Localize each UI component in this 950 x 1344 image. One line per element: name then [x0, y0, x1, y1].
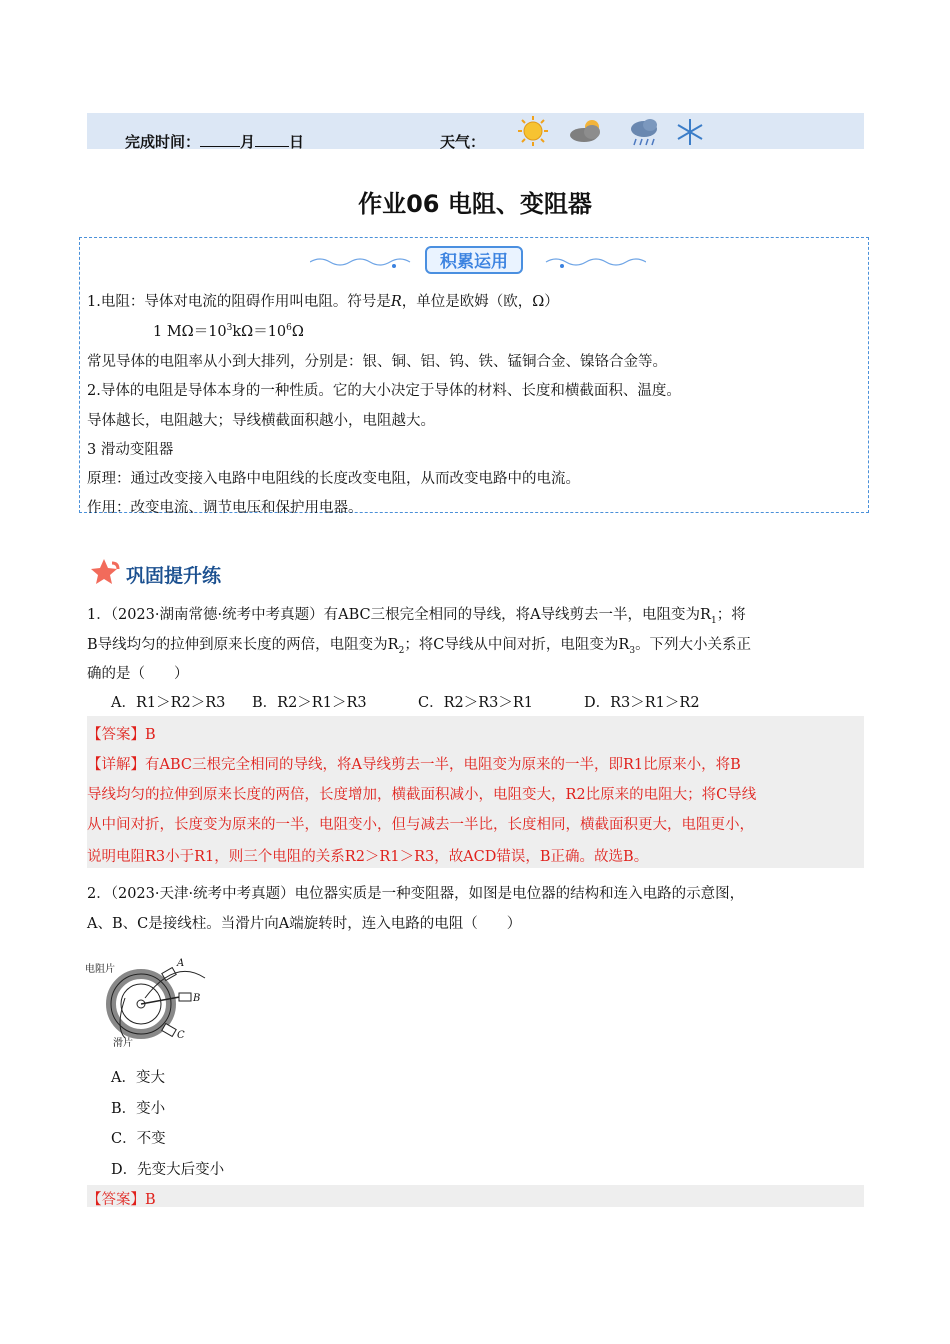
snowflake-icon	[678, 119, 702, 145]
q1-option-d[interactable]: D．R3＞R1＞R2	[584, 695, 700, 711]
q1-option-c[interactable]: C．R2＞R3＞R1	[418, 695, 534, 711]
q2-option-c[interactable]: C．不变	[111, 1131, 166, 1147]
q2-line-2: A、B、C是接线柱。当滑片向A端旋转时，连入电路的电阻（ ）	[87, 916, 522, 932]
q1-answer: 【答案】B	[87, 727, 156, 743]
q1-line-2: B导线均匀的拉伸到原来长度的两倍，电阻变为$R_2$；将C导线从中间对折，电阻变为$R_3$。下列大小关系正	[87, 637, 752, 656]
fig-label-a: A	[177, 958, 185, 969]
page-title: 作业06 电阻、变阻器	[358, 190, 592, 218]
knowledge-line-2: 1 $M\Omega=10^3k\Omega=10^6\Omega$	[153, 323, 304, 340]
fig-label-c: C	[177, 1030, 185, 1041]
q2-answer: 【答案】B	[87, 1192, 156, 1208]
knowledge-line-6: 3 滑动变阻器	[87, 442, 174, 458]
knowledge-line-7: 原理：通过改变接入电路中电阻线的长度改变电阻，从而改变电路中的电流。	[87, 471, 580, 487]
knowledge-line-8: 作用：改变电流、调节电压和保护用电器。	[87, 500, 363, 516]
q2-option-a[interactable]: A．变大	[111, 1070, 165, 1086]
q2-option-d[interactable]: D．先变大后变小	[111, 1162, 225, 1178]
section-title: 巩固提升练	[126, 565, 222, 587]
weather-label: 天气：	[440, 133, 486, 151]
weather-icons	[514, 114, 714, 150]
q2-option-b[interactable]: B．变小	[111, 1101, 166, 1117]
q1-option-b[interactable]: B．R2＞R1＞R3	[252, 695, 367, 711]
q1-detail-4: 说明电阻R3小于R1，则三个电阻的关系R2＞R1＞R3，故ACD错误，B正确。故选B。	[87, 849, 649, 865]
fig-label-slider: 滑片	[113, 1038, 133, 1049]
q1-option-a[interactable]: A．R1＞R2＞R3	[111, 695, 226, 711]
knowledge-line-1: 1.电阻：导体对电流的阻碍作用叫电阻。符号是R，单位是欧姆（欧，Ω）	[87, 294, 559, 310]
fig-label-b: B	[193, 993, 201, 1004]
knowledge-badge: 积累运用	[425, 246, 523, 274]
knowledge-line-5: 导体越长，电阻越大；导线横截面积越小，电阻越大。	[87, 413, 435, 429]
fig-label-resistor: 电阻片	[85, 964, 115, 975]
q1-line-3: 确的是（ ）	[87, 666, 189, 682]
knowledge-line-4: 2.导体的电阻是导体本身的一种性质。它的大小决定于导体的材料、长度和横截面积、温度。	[87, 383, 681, 399]
rain-cloud-icon	[631, 119, 657, 145]
q2-line-1: 2．（2023·天津·统考中考真题）电位器实质是一种变阻器，如图是电位器的结构和连入电路的示意图，	[87, 886, 745, 902]
q1-detail-3: 从中间对折，长度变为原来的一半，电阻变小，但与减去一半比，长度相同，横截面积更大，电阻更小，	[87, 817, 754, 833]
partly-cloudy-icon	[570, 120, 600, 142]
potentiometer-figure	[85, 958, 215, 1048]
knowledge-line-3: 常见导体的电阻率从小到大排列，分别是：银、铜、铝、钨、铁、锰铜合金、镍铬合金等。	[87, 354, 667, 370]
completion-time: 完成时间： 月 日	[125, 133, 305, 151]
q1-line-1: 1．（2023·湖南常德·统考中考真题）有ABC三根完全相同的导线，将A导线剪去一半，电阻变为$R_1$；将	[87, 607, 746, 626]
sun-icon	[518, 116, 548, 146]
star-icon	[90, 557, 124, 585]
q1-detail-2: 导线均匀的拉伸到原来长度的两倍，长度增加，横截面积减小，电阻变大，R2比原来的电阻大；将C导线	[87, 787, 757, 803]
q1-detail-1: 【详解】有ABC三根完全相同的导线，将A导线剪去一半，电阻变为原来的一半，即R1比原来小，将B	[87, 757, 741, 773]
q2-answer-bg	[87, 1185, 864, 1207]
